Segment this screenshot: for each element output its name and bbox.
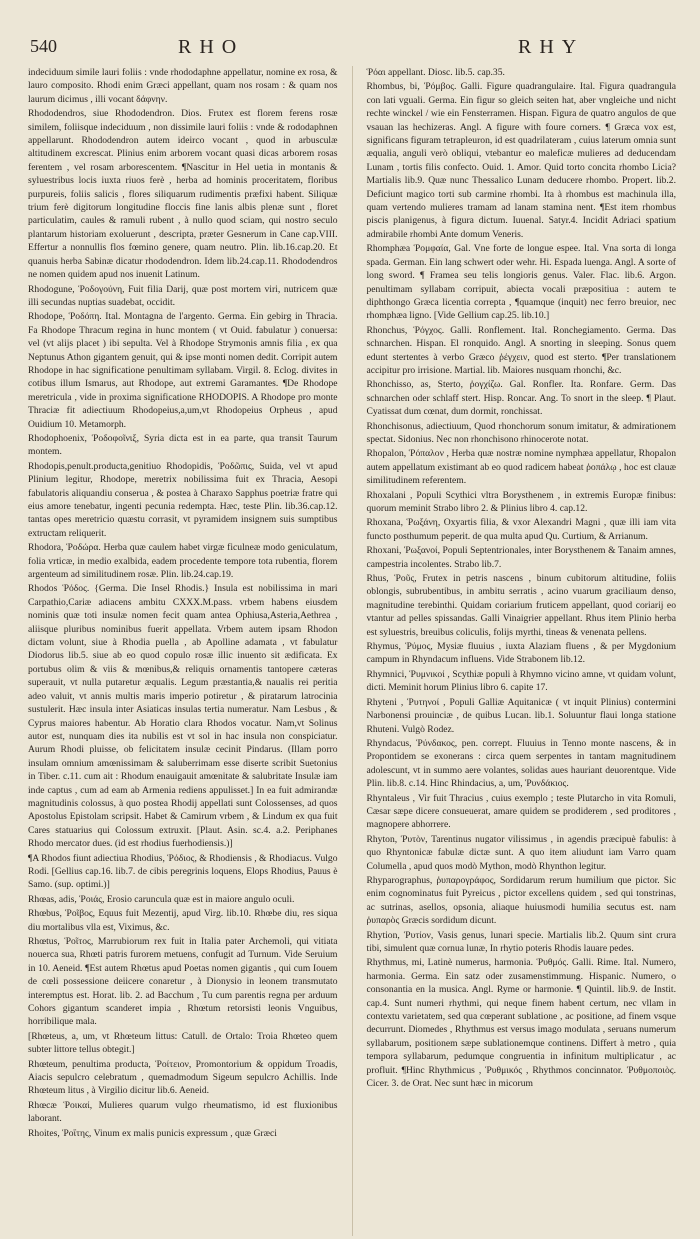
column-divider	[352, 66, 353, 1236]
dictionary-entry: Rhœteum, penultima producta, Ῥοίτειον, Promontorium & oppidum Troadis, Aiacis sepulcro celebratum , quemadmodum Sigeum sepulcro Achillis. Inde Rhœteum litus , à Virgilio dicitur lib.6. Aeneid.	[28, 1058, 338, 1097]
dictionary-entry: Rhyntaleus , Vir fuit Thracius , cuius exemplo ; teste Plutarcho in vita Romuli, Cæsar sæpe dicere consueuerat, amare quidem se prodiderem , sed proditores , magnopere abhorrere.	[366, 792, 676, 831]
dictionary-entry: Rhythmus, mi, Latinè numerus, harmonia. Ῥυθμός. Galli. Rime. Ital. Numero, harmonia. Germa. Ein satz oder zusamenstimmung. Hispanic. Numero, o consonantia en la musica. Angl. Ryme or harmonie. ¶ Quintil. lib.9. de Instit. cap.4. Sunt numeri rhythmi, qui neque finem habent certum, nec vllam in contextu varietatem, sed qua cœperant sublatione , ac positione, ad finem vsque decurrunt. Diomedes , Rhythmus est versus imago modulata , seruans numerum syllabarum, positionem sæpe sublationemque continens. Differt à metro , quia tempora syllabarum, pedumque congruentia in infinitum multiplicatur , ac profluit. ¶Hinc Rhythmicus , Ῥυθμικός , Rhythmos concinnator. Ῥυθμοποιὸς. Cicer. 3. de Orat. Nec sunt hæc in micorum	[366, 957, 676, 1090]
dictionary-entry: Rhœcæ Ῥοικαί, Mulieres quarum vulgo rheumatismo, id est fluxionibus laborant.	[28, 1099, 338, 1125]
dictionary-entry: Rhonchisso, as, Sterto, ῥογχίζω. Gal. Ronfler. Ita. Ronfare. Germ. Das schnarchen oder schlaff stert. Hisp. Roncar. Ang. To snort in the sleep. ¶ Plaut. Cyatissat dum cœnat, dum dormit, ronchissat.	[366, 379, 676, 418]
dictionary-entry: Rhytion, Ῥυτίον, Vasis genus, lunari specie. Martialis lib.2. Quum sint crura tibi, simulent quæ cornua lunæ, In rhytio poteris Rhodis lauare pedes.	[366, 929, 676, 954]
dictionary-entry: Rhoxana, Ῥωξάνη, Oxyartis filia, & vxor Alexandri Magni , quæ illi iam vita functo posthumum peperit. de qua multa apud Qu. Curtium, & Arrianum.	[366, 517, 676, 542]
page-header	[28, 30, 676, 60]
dictionary-entry: Rhyteni , Ῥυτηνοί , Populi Galliæ Aquitanicæ ( vt inquit Plinius) contermini Narbonensi prouinciæ , de quibus Lucan. lib.1. Soluuntur flaui longa statione Rhuteni. Vulgò Rodez.	[366, 696, 676, 735]
dictionary-entry: Rhyndacus, Ῥύνδακος, pen. corrept. Fluuius in Tenno monte nascens, & in Propontidem se exonerans : circa quem serpentes in tantam magnitudinem adolescunt, vt in summo aere volantes, solidas aues hauriant deuorentque. Vide Plin. lib.8. c.14. Hinc Rhindacius, a, um, Ῥυνδάκιος.	[366, 737, 676, 790]
dictionary-entry: Rhodora, Ῥοδώρα. Herba quæ caulem habet virgæ ficulneæ modo geniculatum, folia vrticæ, in medio exalbida, eadem procedente tempore tota rubentia, florem argenteum ad similitudinem rosæ. Plin. lib.24.cap.19.	[28, 542, 338, 581]
page-number: 540	[30, 36, 57, 56]
text-columns	[28, 66, 676, 1236]
dictionary-entry: Rhyton, Ῥυτὸν, Tarentinus nugator vilissimus , in agendis præcipuè fabulis: à quo Rhyntonicæ fabulæ dictæ sunt. A quo item aliudunt iam Varro quam Columella , apud quos modò Mython, modò Rhynthon legitur.	[366, 833, 676, 872]
dictionary-entry: Rhopalon, Ῥόπαλον , Herba quæ nostræ nomine nymphæa appellatur, Rhopalon autem appellatum existimant ab eo quod radicem habeat ῥοπάλῳ , hoc est clauæ similitudinem referentem.	[366, 448, 676, 487]
dictionary-entry: Rhymus, Ῥύμος, Mysiæ fluuius , iuxta Alaziam fluens , & per Mygdonium campum in Rhyndacum influens. Vide Strabonem lib.12.	[366, 641, 676, 666]
dictionary-entry: Rhododendros, siue Rhododendron. Dios. Frutex est florem ferens rosæ similem, foliisque indeciduum , non dissimile lauri foliis : vnde & rododaphnen appellarunt. Rhododendron autem ideirco vocant , quod in arbusculæ altitudinem excrescat. Plinius enim arborem vocant quasi dicas arborem rosas ferentem , vel rosam arborescentem. ¶Nascitur in Hel uetia in montanis & syluestribus locis iuxta riuos ferè , herba ad hominis proceritatem, floribus purpureis, foliis salicis , flores siliquarum rudimentis præfixi habent. Siliquæ trium ferè digitorum longitudine floccis fine lanis albis plenæ sunt , floret particulatim, caules & ramuli rubent , à nullo quod sciam, qui nostro seculo plantarum historiam exoluerunt , descripta, præter Gesnerum in Cane cap.VIII. Effertur a nonnullis flos fœmino genere, quam neutro. Plin. lib.16.cap.20. Et quanuis herba Sabinæ dicatur rhododendron. Idem lib.24.cap.11. Rhododendros ne nomen quidem apud nos inuenit Latinum.	[28, 108, 338, 281]
dictionary-entry: Rhonchisonus, adiectiuum, Quod rhonchorum sonum imitatur, & admirationem spectat. Sidonius. Nec non rhonchisono rhinocerote notat.	[366, 420, 676, 445]
dictionary-entry: Rhodopis,penult.producta,genitiuo Rhodopidis, Ῥοδῶπις, Suida, vel vt apud Plinium legitur, Rhodope, meretrix nobilissima fuit ex Thracia, Aesopi fabulatoris aliquandiu conserua , & postea à Charaxo Sapphus poetriæ fratre qui eius amore tenebatur, ingenti pecunia redempta. Hæc, teste Plin. lib.36.cap.12. tantas opes meretricio quæstu corrasit, vt pyramidem insignem suis sumptibus extructam reliquerit.	[28, 460, 338, 539]
dictionary-entry: Rhyparographus, ῥυπαρογράφος, Sordidarum rerum humilium que pictor. Sic enim cognominatus fuit Pyreicus , pictor excellens quidem , sed qui tonstrinas, ac sutrinas, asellos, opsonia, aliaque huiusmodi humilia secutus est. nam ῥυπαρὸς Græcis sordidum dicunt.	[366, 874, 676, 927]
dictionary-entry: Rhombus, bi, Ῥόμβος. Galli. Figure quadrangulaire. Ital. Figura quadrangula con lati vguali. Germa. Ein figur so gleich seiten hat, aber vngleiche und nicht rechte winckel / wie ein Fensterramen. Hispan. Figura de quatro angulos de que vsauan las hechizeras. Angl. A figure with foure corners. ¶ Græca vox est, significans figuram tetrapleuron, id est quadrilateram , cuius laterum omnia sunt æqualia, anguli verò obliqui, vtebantur eo maleficæ mulieres ad deducendam Lunam , tortis filis confecto. Ouid. 1. Amor. Quid torto concita rhombo Licia? Martialis lib.9. Quæ nunc Thessalico Lunam deducere rhombo. Propert. lib.2. Deficiunt magico torti sub carmine rhombi. Ita à rhombus est machinula illa, quam vertendo mulieres tramam ad lanam stamina nent. ¶Est item rhombus piscis planigenus, à figura dictum. Iuuenal. Satyr.4. Incidit Adriaci spatium admirabile rhombi Ante domum Veneris.	[366, 81, 676, 240]
dictionary-entry: Rhus, Ῥοῦς, Frutex in petris nascens , binum cubitorum altitudine, foliis oblongis, subrubentibus, in ambitu serratis , acino vuarum graciliaum denso, magnitudine terebinthi. Quidam coriarium fruticem appellant, quod coriarij eo vtantur ad pelles spissandas. Galli Vinaigrier appellant. Rhus item Plinio herba est syluestris, breuibus coliculis, folijs myrthi, tineas & venenata pellens.	[366, 573, 676, 638]
dictionary-entry: Rhonchus, Ῥόγχος. Galli. Ronflement. Ital. Ronchegiamento. Germa. Das schnarchen. Hispan. El ronquido. Angl. A snorting in sleeping. Sonus quem edunt stertentes à verbo Græco ῥέγχειν, quod est sterto. ¶Per translationem accipitur pro irrisione. Martial. lib. Maiores nusquam rhonchi, &c.	[366, 324, 676, 376]
right-column	[366, 66, 676, 1236]
dictionary-entry: Rhomphæa Ῥομφαία, Gal. Vne forte de longue espee. Ital. Vna sorta di longa spada. German. Ein lang schwert oder wehr. Hi. Espada luenga. Angl. A sorte of long sword. ¶ Framea seu telis longioris genus. Valer. Flac. lib.6. Argon. penultimam syllabam corripuit, abiecta vocali præpositiua : autem te diphthongo Græca licentia correpta , ¶quamque (inquit) nec ferro breuior, nec rhomphæa ligno. [Vide Gellium cap.25. lib.10.]	[366, 243, 676, 322]
dictionary-entry: Rhymnici, Ῥυμνικοί , Scythiæ populi à Rhymno vicino amne, vt quidam volunt, dicti. Meminit horum Plinius libro 6. capite 17.	[366, 668, 676, 694]
dictionary-entry: Rhodophoenix, Ῥοδοφοῖνιξ, Syria dicta est in ea parte, qua transit Taurum montem.	[28, 432, 338, 458]
dictionary-entry: Rhœas, adis, Ῥοιάς, Erosio caruncula quæ est in maiore angulo oculi.	[28, 893, 295, 905]
dictionary-entry: Rhoites, Ῥοΐτης, Vinum ex malis punicis expressum , quæ Græci	[28, 1127, 277, 1139]
dictionary-entry: Rhoxani, Ῥωξανοί, Populi Septentrionales, inter Borysthenem & Tanaim amnes, campestria incolentes. Strabo lib.7.	[366, 545, 676, 570]
left-column	[28, 66, 338, 1236]
dictionary-entry: Rhodogune, Ῥοδογούνη, Fuit filia Darij, quæ post mortem viri, nutricem quæ illi secundas nuptias suadebat, occidit.	[28, 283, 338, 308]
dictionary-entry: [Rhœteus, a, um, vt Rhœteum littus: Catull. de Ortalo: Troia Rhœteo quem subter littore tellus obtegit.]	[28, 1030, 338, 1056]
dictionary-entry: Rhœtus, Ῥοῖτος, Marrubiorum rex fuit in Italia pater Archemoli, qui vitiata nouerca sua, Rhœti patris furorem metuens, confugit ad Turnum. Vide Seruium in 10. Aeneid. ¶Est autem Rhœtus apud Poetas nomen gigantis , qui cum Iouem de cœli possessione deiicere conaretur , à Dionysio in leonem transmutato interemptus est. Horat. lib. 2. ad Bacchum , Tu cum parentis regna per arduum Cohors gigantum scanderet impia , Rhœtum retorsisti leonis Vnguibus, horribilique mala.	[28, 936, 338, 1028]
running-head-left: RHO	[178, 36, 245, 58]
dictionary-entry: ¶A Rhodos fiunt adiectiua Rhodius, Ῥόδιος, & Rhodiensis , & Rhodiacus. Vulgo Rodi. [Gellius cap.16. lib.7. de cibis peregrinis loquens, Elops Rhodius, Pauus è Samo. (sup. optimi.)]	[28, 852, 338, 891]
dictionary-entry: Rhodope, Ῥοδόπη. Ital. Montagna de l'argento. Germa. Ein gebirg in Thracia. Fa Rhodope Thracum regina in hunc montem ( vt Ouid. fabulatur ) conuersa: vel (vt alijs placet ) ibi sepulta. Vel à Rhodope Strymonis amnis filia , ex qua Neptunus Athon gigantem genuit, qui & ipse monti nomen dedit. Corripit autem Rhodope in hac significatione penultimam syllabam. Virgil. 8. Eclog. divites in cotibus illum Ismarus, aut Rhodope, aut extremi Garamantes. ¶De Rhodope meretricula , vide in proxima significatione RHODOPIS. A Rhodope pro monte Thraciæ fit adiectiuum Rhodopeius,a,um,vt Rhodopeius Orpheus , apud Ouidium 10. Metamorph.	[28, 311, 338, 430]
running-head-right: RHY	[518, 36, 585, 58]
dictionary-entry: Ῥόαι appellant. Diosc. lib.5. cap.35.	[366, 67, 505, 78]
dictionary-entry: indeciduum simile lauri foliis : vnde rhododaphne appellatur, nomine ex rosa, & lauro composito. Rhodi enim Græci appellant, quam nos rosam : & quam nos laurum dicimus , illi vocant δάφνην.	[28, 67, 338, 105]
dictionary-entry: Rhoxalani , Populi Scythici vltra Borysthenem , in extremis Europæ finibus: quorum meminit Strabo libro 2. & Plinius libro 4. cap.12.	[366, 489, 676, 514]
dictionary-entry: Rhœbus, Ῥοῖβος, Equus fuit Mezentij, apud Virg. lib.10. Rhœbe diu, res siqua diu mortalibus vlla est, Viximus, &c.	[28, 908, 338, 933]
dictionary-entry: Rhodos Ῥόδος. {Germa. Die Insel Rhodis.} Insula est nobilissima in mari Carpathio,Cariæ adiacens ambitu CXXX.M.pass. vrbem habens eiusdem nominis quæ toti insulæ nomen fecit quam antea Ophiusa,Asteria,Aethrea , aliisque pluribus nominibus fuerit appellata. Vrbem autem ipsam Rhodon dictam volunt, siue à Rhodia puella , ab Apolline adamata , vt fabulatur Diodorus lib.5. siue ab eo quod copulo rosæ illic inuento sit ædificata. Ex portubus olim & viis & mœnibus,& reliquis ornamentis tantopere cæteras superauit, vt nulla putaretur æqualis. Legum præstantia,& naualis rei peritia adeo valuit, vt annis multis maris imperio potiretur , & piratarum latrocinia sustulerit. Hæc insula inter Asiaticas insulas tertia numeratur. Nam Lesbus , & Cyprus maiores habentur. Ab Horatio clara Rhodos vocatur. Nam,vt Solinus autor est, nunquam dies ita nubilis est vt sol in hac insula non conspiciatur. Aurum Rhodi pluisse, ob felicitatem insulæ cecinit Pindarus. (Illam porro insulam omnium amœnissimam & saluberrimam esse diserte scribit Suetonius in Tiber. c.11. cum ait : Rhodum enauigauit amœnitate & salubritate Insulæ iam inde captus , cum ad eam ab Armenia rediens appulisset.] In ea fuit admirandæ magnitudinis colossus, à quo postea Rhodij appellati sunt Colossenses, ad quos Apostolus Epistolam scripsit. Habet & Camirum vrbem , & Lindum ex qua fuit Cares statuarius qui Colossum extruxit. [Plaut. Asin. sc.4. a.2. Periphanes Rhodo mercator dues. (id est rhodius fuerhodiensis.)]	[28, 583, 338, 850]
